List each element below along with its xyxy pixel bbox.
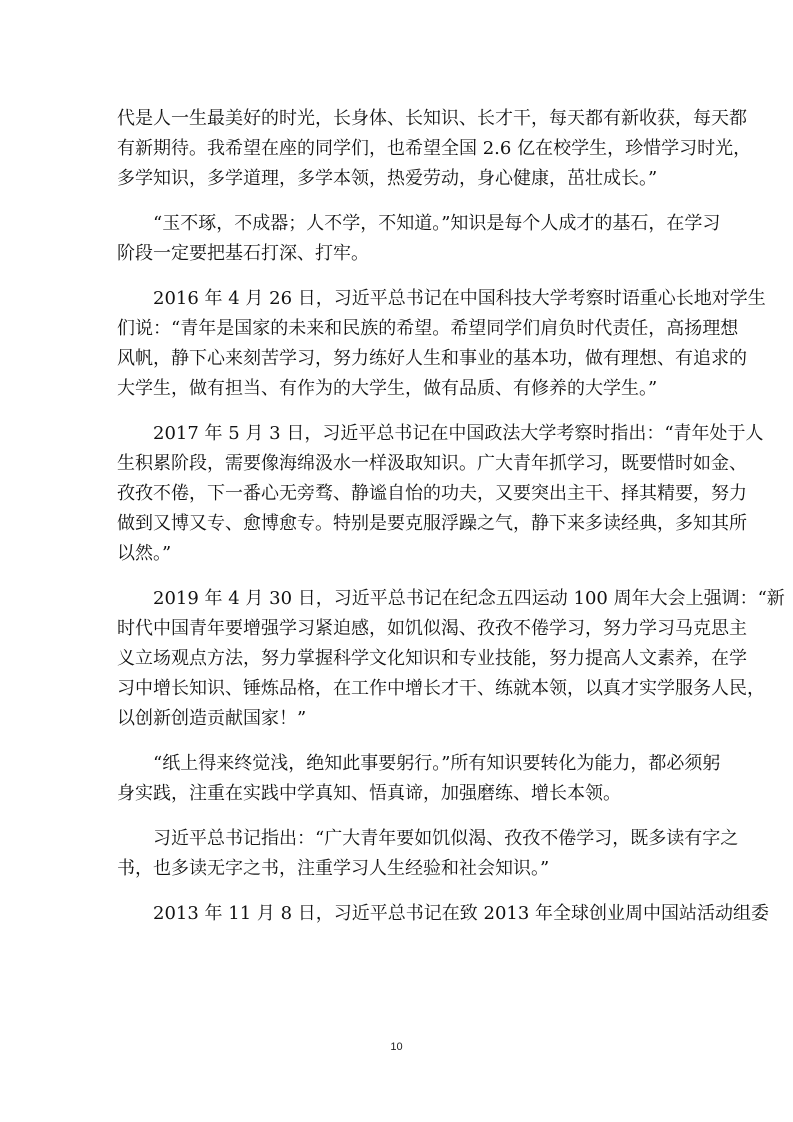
text-line: 大学生，做有担当、有作为的大学生，做有品质、有修养的大学生。” [117, 378, 658, 399]
paragraph-7 [117, 824, 739, 884]
text-line: 时代中国青年要增强学习紧迫感，如饥似渴、孜孜不倦学习，努力学习马克思主 [117, 618, 747, 639]
text-line: 阶段一定要把基石打深、打牢。 [117, 243, 369, 264]
paragraph-6 [117, 749, 721, 809]
paragraph-3 [117, 284, 766, 404]
text-line: 书，也多读无字之书，注重学习人生经验和社会知识。” [117, 858, 550, 879]
text-line: 习近平总书记指出：“广大青年要如饥似渴、孜孜不倦学习，既多读有字之 [153, 828, 739, 849]
paragraph-5 [117, 584, 785, 734]
text-line: 以创新创造贡献国家！” [117, 708, 307, 729]
text-line: 多学知识，多学道理，多学本领，热爱劳动，身心健康，茁壮成长。” [117, 168, 658, 189]
paragraph-2 [117, 209, 721, 269]
text-line: 2019 年 4 月 30 日，习近平总书记在纪念五四运动 100 周年大会上强调：“新 [153, 588, 785, 609]
text-line: 习中增长知识、锤炼品格，在工作中增长才干、练就本领，以真才实学服务人民， [117, 678, 765, 699]
text-line: 们说：“青年是国家的未来和民族的希望。希望同学们肩负时代责任，高扬理想 [117, 318, 739, 339]
paragraph-1 [117, 104, 752, 194]
text-line: “玉不琢，不成器；人不学，不知道。”知识是每个人成才的基石，在学习 [153, 213, 721, 234]
text-line: 以然。” [117, 543, 172, 564]
text-line: 2016 年 4 月 26 日，习近平总书记在中国科技大学考察时语重心长地对学生 [153, 288, 766, 309]
text-line: 有新期待。我希望在座的同学们，也希望全国 2.6 亿在校学生，珍惜学习时光， [117, 138, 752, 159]
text-line: 义立场观点方法，努力掌握科学文化知识和专业技能，努力提高人文素养，在学 [117, 648, 747, 669]
text-line: 2017 年 5 月 3 日，习近平总书记在中国政法大学考察时指出：“青年处于人 [153, 423, 764, 444]
document-body [117, 104, 785, 944]
text-line: 做到又博又专、愈博愈专。特别是要克服浮躁之气，静下来多读经典，多知其所 [117, 513, 747, 534]
text-line: 代是人一生最美好的时光，长身体、长知识、长才干，每天都有新收获，每天都 [117, 108, 747, 129]
text-line: 生积累阶段，需要像海绵汲水一样汲取知识。广大青年抓学习，既要惜时如金、 [117, 453, 747, 474]
page-number: 10 [390, 1041, 403, 1053]
paragraph-8 [117, 899, 770, 929]
text-line: “纸上得来终觉浅，绝知此事要躬行。”所有知识要转化为能力，都必须躬 [153, 753, 721, 774]
text-line: 风帆，静下心来刻苦学习，努力练好人生和事业的基本功，做有理想、有追求的 [117, 348, 747, 369]
text-line: 孜孜不倦，下一番心无旁骛、静谧自怡的功夫，又要突出主干、择其精要，努力 [117, 483, 747, 504]
text-line: 2013 年 11 月 8 日，习近平总书记在致 2013 年全球创业周中国站活动组委 [153, 903, 770, 924]
paragraph-4 [117, 419, 764, 569]
text-line: 身实践，注重在实践中学真知、悟真谛，加强磨练、增长本领。 [117, 783, 621, 804]
